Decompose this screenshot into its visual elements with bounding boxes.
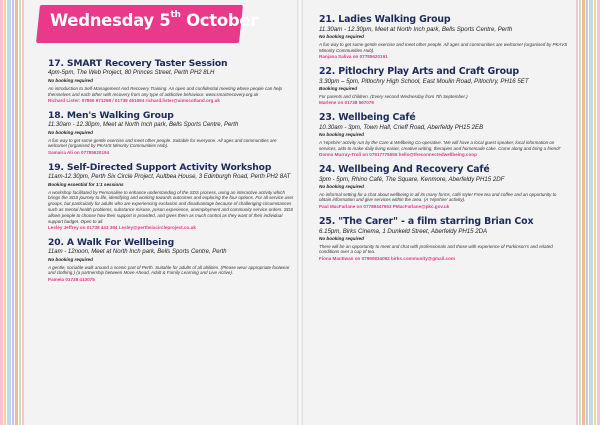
event-time-location: 6.15pm, Birks Cinema, 1 Dunkeld Street, Aberfeldy PH15 2DA bbox=[319, 227, 488, 235]
event-description: There will be an opportunity to meet and chat with professionals and those with experience of Parkinson's and related conditions over a cup of tea. bbox=[319, 243, 553, 255]
event-item bbox=[319, 14, 569, 61]
event-title: 23. Wellbeing Café bbox=[319, 111, 416, 123]
right-event-list bbox=[319, 14, 569, 268]
event-booking: Booking essential for 1:1 sessions bbox=[48, 182, 124, 188]
stripe bbox=[4, 0, 6, 425]
event-contact: Paul MacFarlane on 07788447653 PMacFarlane@pkc.gov.uk bbox=[319, 204, 450, 210]
stripe bbox=[7, 0, 11, 425]
event-time-location: 3.30pm – 5pm, Pitlochry High School, East Moulin Road, Pitlochry, PH16 5ET bbox=[319, 77, 529, 85]
event-contact: Lesley Jeffrey on 01738 443 384 Lesley@perthsixcircleproject.co.uk bbox=[48, 225, 196, 231]
event-contact: Fiona MacEwan on 07990834092 birks.community@gmail.com bbox=[319, 256, 455, 262]
stripe bbox=[0, 0, 3, 425]
event-title: 22. Pitlochry Play Arts and Craft Group bbox=[319, 65, 519, 77]
event-time-location: 11am-12.30pm, Perth Six Circle Project, Aultbea House, 3 Edinburgh Road, Perth PH2 8AT bbox=[48, 173, 291, 180]
event-title: 20. A Walk For Wellbeing bbox=[48, 236, 175, 248]
stripe bbox=[12, 0, 14, 425]
event-contact: Pamela 01738 413075 bbox=[48, 277, 95, 283]
event-item bbox=[319, 164, 569, 211]
event-booking: No booking required bbox=[319, 236, 364, 242]
right-page bbox=[303, 0, 576, 425]
event-contact: Donna Murray-Troll on 07917775655 hello@theconnectedwellbeing.coop bbox=[319, 152, 477, 158]
event-title: 25. "The Carer" - a film starring Brian Cox bbox=[319, 215, 534, 227]
event-contact: Ranjana Saliva on 07785620191 bbox=[319, 54, 388, 60]
stripe bbox=[594, 0, 596, 425]
stripe bbox=[589, 0, 593, 425]
event-description: A fun way to get some gentle exercise and meet other people. Suitable for everyone. All ages and communities are welcome! (organised by PKAVS Minority Communities Hub). bbox=[48, 137, 277, 149]
date-header: Wednesday 5th October bbox=[50, 10, 259, 30]
event-booking: No booking required bbox=[319, 184, 364, 190]
event-item bbox=[319, 112, 569, 159]
event-item bbox=[319, 66, 569, 107]
event-description: A gentle, sociable walk around a scenic part of Perth. Suitable for adults of all abilities. (Please wear appropriate footwear and clothing.) (a partnership between Move Ahead, Adult & Family Learning and Live Active). bbox=[48, 264, 290, 276]
event-time-location: 11am - 12noon, Meet at North Inch park, Bells Sports Centre, Perth bbox=[48, 248, 227, 255]
event-item bbox=[48, 58, 296, 105]
stripe bbox=[586, 0, 588, 425]
event-title: 19. Self-Directed Support Activity Workshop bbox=[48, 161, 272, 173]
event-booking: No booking required bbox=[319, 132, 364, 138]
stripe bbox=[579, 0, 581, 425]
event-contact: Richard Lister: 07865 971298 / 01738 451594 richard.lister@aimscotland.org.uk bbox=[48, 98, 220, 104]
event-contact: Samaira Ali on 07785620194 bbox=[48, 150, 110, 156]
event-item bbox=[48, 110, 296, 157]
event-time-location: 4pm-5pm, The Web Project, 80 Princes Street, Perth PH2 8LH bbox=[48, 70, 215, 76]
event-time-location: 11.30am - 12.30pm, Meet at North Inch park, Bells Sports Centre, Perth bbox=[319, 26, 513, 33]
event-title: 18. Men's Walking Group bbox=[48, 109, 174, 121]
event-booking: No booking required bbox=[319, 34, 364, 40]
event-booking: No booking required bbox=[48, 78, 93, 84]
event-description: For parents and children. (Every second Wednesday from 7th September.) bbox=[319, 93, 468, 99]
event-description: An introduction to Self-Management And Recovery Training. An open and confidential meeting where people can help themselves and each other with recovery from any type of addictive behaviour. www.smartrecovery.org.uk bbox=[48, 85, 282, 97]
event-item bbox=[48, 237, 296, 284]
event-booking: Booking required bbox=[319, 86, 358, 92]
event-time-location: 10.30am - 3pm, Town Hall, Crieff Road, Aberfeldy PH15 2EB bbox=[319, 123, 484, 131]
stripe bbox=[19, 0, 21, 425]
event-item bbox=[48, 162, 296, 232]
stripe bbox=[15, 0, 18, 425]
event-item bbox=[319, 216, 569, 263]
event-title: 24. Wellbeing And Recovery Café bbox=[319, 163, 490, 175]
event-description: An informal setting for a chat about wellbeing in all its many forms, café style! Free tea and coffee and an opportunity to obtain information and give services within the area. (A 'Hipshire' activity). bbox=[319, 191, 557, 203]
event-description: A workshop facilitated by Personaline to enhance understanding of the SDS process, using an interactive activity which brings the SDS journey to life, identifying and working towards outcomes and exploring the four options. For all service user groups, but particularly for adults who are experiencing exclusion and disadvantage because of challenging circumstances such as mental health problems, substance misuse, prison experience, unemployment and community service orders. SDS allows people to choose how their support is provided, and gives them as much control as they want of their individual support budget. Open to all. bbox=[48, 189, 294, 224]
left-page bbox=[24, 0, 297, 425]
event-booking: No booking required bbox=[48, 130, 93, 136]
event-description: A fun way to get some gentle exercise and meet other people. All ages and communities are welcome! (organised by PKAVS Minority Communities Hub). bbox=[319, 41, 568, 53]
event-contact: Marlene on 01738 567076 bbox=[319, 100, 374, 106]
event-title: 17. SMART Recovery Taster Session bbox=[48, 58, 228, 69]
event-time-location: 3pm - 5pm, Rhino Café, The Square, Kenmore, Aberfeldy PH15 2DF bbox=[319, 175, 505, 183]
event-booking: No booking required bbox=[48, 257, 93, 263]
event-title: 21. Ladies Walking Group bbox=[319, 14, 451, 25]
event-description: A 'Hipshire' activity run by the Care & Wellbeing Co-operative. 'We will have a local guest speaker, local information on services, aids to make daily living easier, creative writing, therapies and homemade cake. Come along and bring a friend!' bbox=[319, 139, 561, 151]
left-event-list bbox=[48, 58, 296, 289]
event-time-location: 11.30am - 12.30pm, Meet at North Inch park, Bells Sports Centre, Perth bbox=[48, 121, 239, 128]
stripe bbox=[582, 0, 585, 425]
